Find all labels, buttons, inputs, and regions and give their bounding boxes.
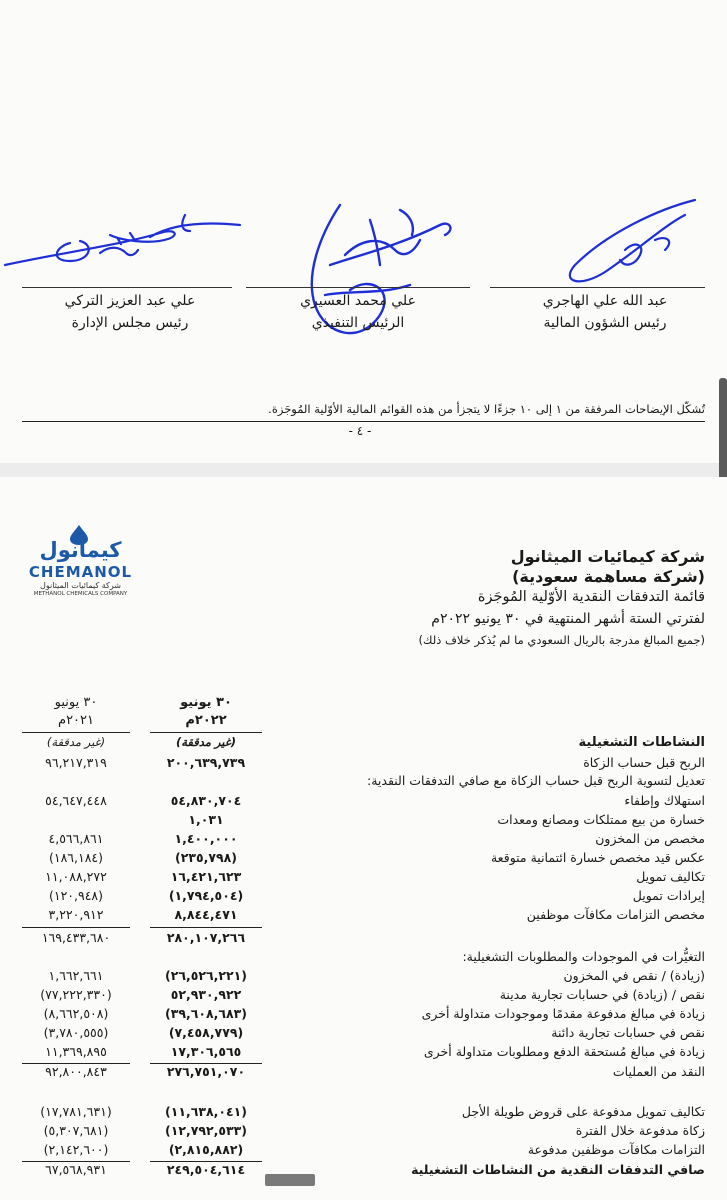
signatory-title-ceo: الرئيس التنفيذي	[311, 315, 405, 331]
row-value-2022: (١١,٦٣٨,٠٤١)	[165, 1104, 247, 1119]
signatory-title-chairman: رئيس مجلس الإدارة	[71, 315, 189, 331]
row-value-2022: ٢٠٠,٦٣٩,٧٣٩	[166, 755, 246, 770]
row-value-2022: ١,٤٠٠,٠٠٠	[174, 831, 238, 846]
company-type: (شركة مساهمة سعودية)	[512, 567, 705, 586]
row-value-2022: ٢٨٠,١٠٧,٢٦٦	[166, 930, 246, 945]
footnote: تُشكّل الإيضاحات المرفقة من ١ إلى ١٠ جزءًا لا يتجزأ من هذه القوائم المالية الأوّلية المُوجَزة.	[268, 402, 705, 416]
table-row	[0, 850, 727, 869]
row-label: الربح قبل حساب الزكاة	[583, 755, 705, 770]
row-value-2022: ١٦,٤٢١,٦٢٣	[170, 869, 242, 884]
row-value-2021: ٦٧,٥٦٨,٩٣١	[45, 1162, 107, 1177]
signatory-title-cfo: رئيس الشؤون المالية	[543, 315, 667, 331]
subtotal-rule-2021	[22, 927, 130, 928]
subtotal-row	[0, 1064, 727, 1083]
row-value-2022: (٢٦,٥٢٦,٢٢١)	[165, 968, 247, 983]
column-current-year: ٢٠٢٢م	[185, 713, 227, 728]
column-current-status: (غير مدققة)	[175, 735, 237, 749]
page-cash-flow-statement	[0, 477, 727, 1200]
section-operating: النشاطات التشغيلية	[578, 735, 705, 750]
footnote-divider	[22, 421, 705, 422]
table-row	[0, 1044, 727, 1063]
subtotal-row	[0, 930, 727, 949]
row-value-2022: (١٢,٧٩٢,٥٣٣)	[165, 1123, 247, 1138]
row-label: استهلاك وإطفاء	[624, 793, 705, 808]
column-prior-status: (غير مدققة)	[46, 735, 106, 749]
row-value-2021: (١٢٠,٩٤٨)	[48, 888, 104, 903]
logo-arabic-subtitle: شركة كيمائيات الميثانول	[40, 581, 121, 590]
amounts-note: (جميع المبالغ مدرجة بالريال السعودي ما لم يُذكر خلاف ذلك)	[418, 633, 705, 647]
column-prior-rule	[22, 732, 130, 733]
signatory-name-cfo: عبد الله علي الهاجري	[542, 293, 668, 309]
table-row	[0, 1006, 727, 1025]
row-value-2021: ١٦٩,٤٣٣,٦٨٠	[41, 930, 111, 945]
table-row	[0, 869, 727, 888]
signatory-name-ceo: علي محمد العسيري	[300, 293, 416, 309]
table-row	[0, 1123, 727, 1142]
column-prior-year: ٢٠٢١م	[58, 713, 94, 728]
column-prior-date: ٣٠ يونيو	[54, 695, 98, 710]
table-row	[0, 755, 727, 774]
table-row	[0, 812, 727, 831]
logo-latin-subtitle: METHANOL CHEMICALS COMPANY	[33, 591, 128, 597]
row-value-2022: (٢٣٥,٧٩٨)	[175, 850, 237, 865]
signatory-name-chairman: علي عبد العزيز التركي	[64, 293, 196, 309]
horizontal-scroll-thumb[interactable]	[265, 1174, 315, 1186]
company-name: شركة كيمائيات الميثانول	[510, 547, 705, 566]
row-value-2021: ٩٦,٢١٧,٣١٩	[45, 755, 107, 770]
row-label: مخصص من المخزون	[595, 831, 705, 846]
row-value-2021: ١١,٠٨٨,٢٧٢	[45, 869, 107, 884]
page-number: - ٤ -	[348, 424, 372, 438]
table-row	[0, 793, 727, 812]
row-label: زيادة في مبالغ مدفوعة مقدمًا وموجودات متداولة أخرى	[421, 1006, 705, 1021]
row-value-2021: (٢,١٤٢,٦٠٠)	[43, 1142, 109, 1157]
row-value-2022: ٥٤,٨٣٠,٧٠٤	[170, 793, 242, 808]
table-row	[0, 1104, 727, 1123]
section-working-capital: التغيُّرات في الموجودات والمطلوبات التشغيلية:	[462, 949, 705, 964]
statement-title: قائمة التدفقات النقدية الأوّلية المُوجَزة	[477, 589, 705, 605]
row-value-2021: ٥٤,٦٤٧,٤٤٨	[45, 793, 107, 808]
statement-period: لفترتي الستة أشهر المنتهية في ٣٠ يونيو ٢٠٢٢م	[431, 611, 705, 627]
row-value-2021: (٨,٦٦٢,٥٠٨)	[43, 1006, 109, 1021]
signature-line-cfo	[490, 287, 705, 288]
row-label: نقص / (زيادة) في حسابات تجارية مدينة	[499, 987, 705, 1002]
row-label: إيرادات تمويل	[632, 888, 705, 903]
row-value-2022: ٥٢,٩٣٠,٩٢٢	[170, 987, 242, 1002]
signature-line-ceo	[246, 287, 470, 288]
signature-cfo-image	[545, 190, 705, 290]
row-label: (زيادة) / نقص في المخزون	[563, 968, 705, 983]
table-row	[0, 907, 727, 926]
row-label: مخصص التزامات مكافآت موظفين	[526, 907, 705, 922]
row-value-2021: (٣,٧٨٠,٥٥٥)	[43, 1025, 109, 1040]
logo-arabic-wordmark: كيمانول	[39, 538, 122, 562]
table-row	[0, 987, 727, 1006]
table-row	[0, 888, 727, 907]
table-row	[0, 1025, 727, 1044]
row-value-2021: ٩٢,٨٠٠,٨٤٣	[45, 1064, 107, 1079]
row-value-2022: (٣٩,٦٠٨,٦٨٣)	[165, 1006, 247, 1021]
table-row	[0, 1142, 727, 1161]
row-value-2021: (١٧,٧٨١,٦٣١)	[40, 1104, 112, 1119]
page-signatures	[0, 0, 727, 463]
row-value-2021: ١١,٣٦٩,٨٩٥	[45, 1044, 107, 1059]
table-row	[0, 968, 727, 987]
row-value-2021: (٥,٣٠٧,٦٨١)	[43, 1123, 109, 1138]
row-value-2022: (١,٧٩٤,٥٠٤)	[168, 888, 244, 903]
column-current-rule	[150, 732, 262, 733]
row-value-2021: (٧٧,٢٢٢,٣٣٠)	[40, 987, 112, 1002]
row-label: تكاليف تمويل مدفوعة على قروض طويلة الأجل	[461, 1104, 705, 1119]
row-value-2022: (٢,٨١٥,٨٨٢)	[168, 1142, 244, 1157]
row-value-2021: ٣,٢٢٠,٩١٢	[48, 907, 104, 922]
column-current-date: ٣٠ يونيو	[180, 695, 232, 710]
row-label: النقد من العمليات	[612, 1064, 705, 1079]
row-value-2022: (٧,٤٥٨,٧٧٩)	[168, 1025, 244, 1040]
row-value-2021: ١,٦٦٢,٦٦١	[48, 968, 104, 983]
row-label: صافي التدفقات النقدية من النشاطات التشغيلية	[411, 1162, 705, 1177]
row-value-2022: ١,٠٣١	[188, 812, 224, 827]
signature-line-chairman	[22, 287, 232, 288]
row-value-2022: ٨,٨٤٤,٤٧١	[174, 907, 238, 922]
row-label: عكس قيد مخصص خسارة ائتمانية متوقعة	[490, 850, 705, 865]
table-row	[0, 831, 727, 850]
signature-chairman-image	[0, 195, 250, 275]
row-label: تكاليف تمويل	[636, 869, 705, 884]
row-value-2022: ٢٧٦,٧٥١,٠٧٠	[166, 1064, 246, 1079]
row-value-2021: (١٨٦,١٨٤)	[48, 850, 104, 865]
logo-latin-wordmark: CHEMANOL	[28, 563, 133, 581]
row-label: خسارة من بيع ممتلكات ومصانع ومعدات	[497, 812, 705, 827]
row-value-2022: ١٧,٣٠٦,٥٦٥	[170, 1044, 242, 1059]
row-value-2022: ٢٤٩,٥٠٤,٦١٤	[166, 1162, 246, 1177]
row-value-2021: ٤,٥٦٦,٨٦١	[48, 831, 104, 846]
row-label: التزامات مكافآت موظفين مدفوعة	[527, 1142, 705, 1157]
total-row	[0, 1162, 727, 1181]
scrollbar-thumb[interactable]	[719, 378, 727, 480]
row-label: نقص في حسابات تجارية دائنة	[551, 1025, 705, 1040]
row-label: زكاة مدفوعة خلال الفترة	[575, 1123, 705, 1138]
subtotal-rule-2022	[150, 927, 262, 928]
row-label: زيادة في مبالغ مُستحقة الدفع ومطلوبات متداولة أخرى	[423, 1044, 705, 1059]
section-adjustments: تعديل لتسوية الربح قبل حساب الزكاة مع صافي التدفقات النقدية:	[366, 773, 705, 788]
